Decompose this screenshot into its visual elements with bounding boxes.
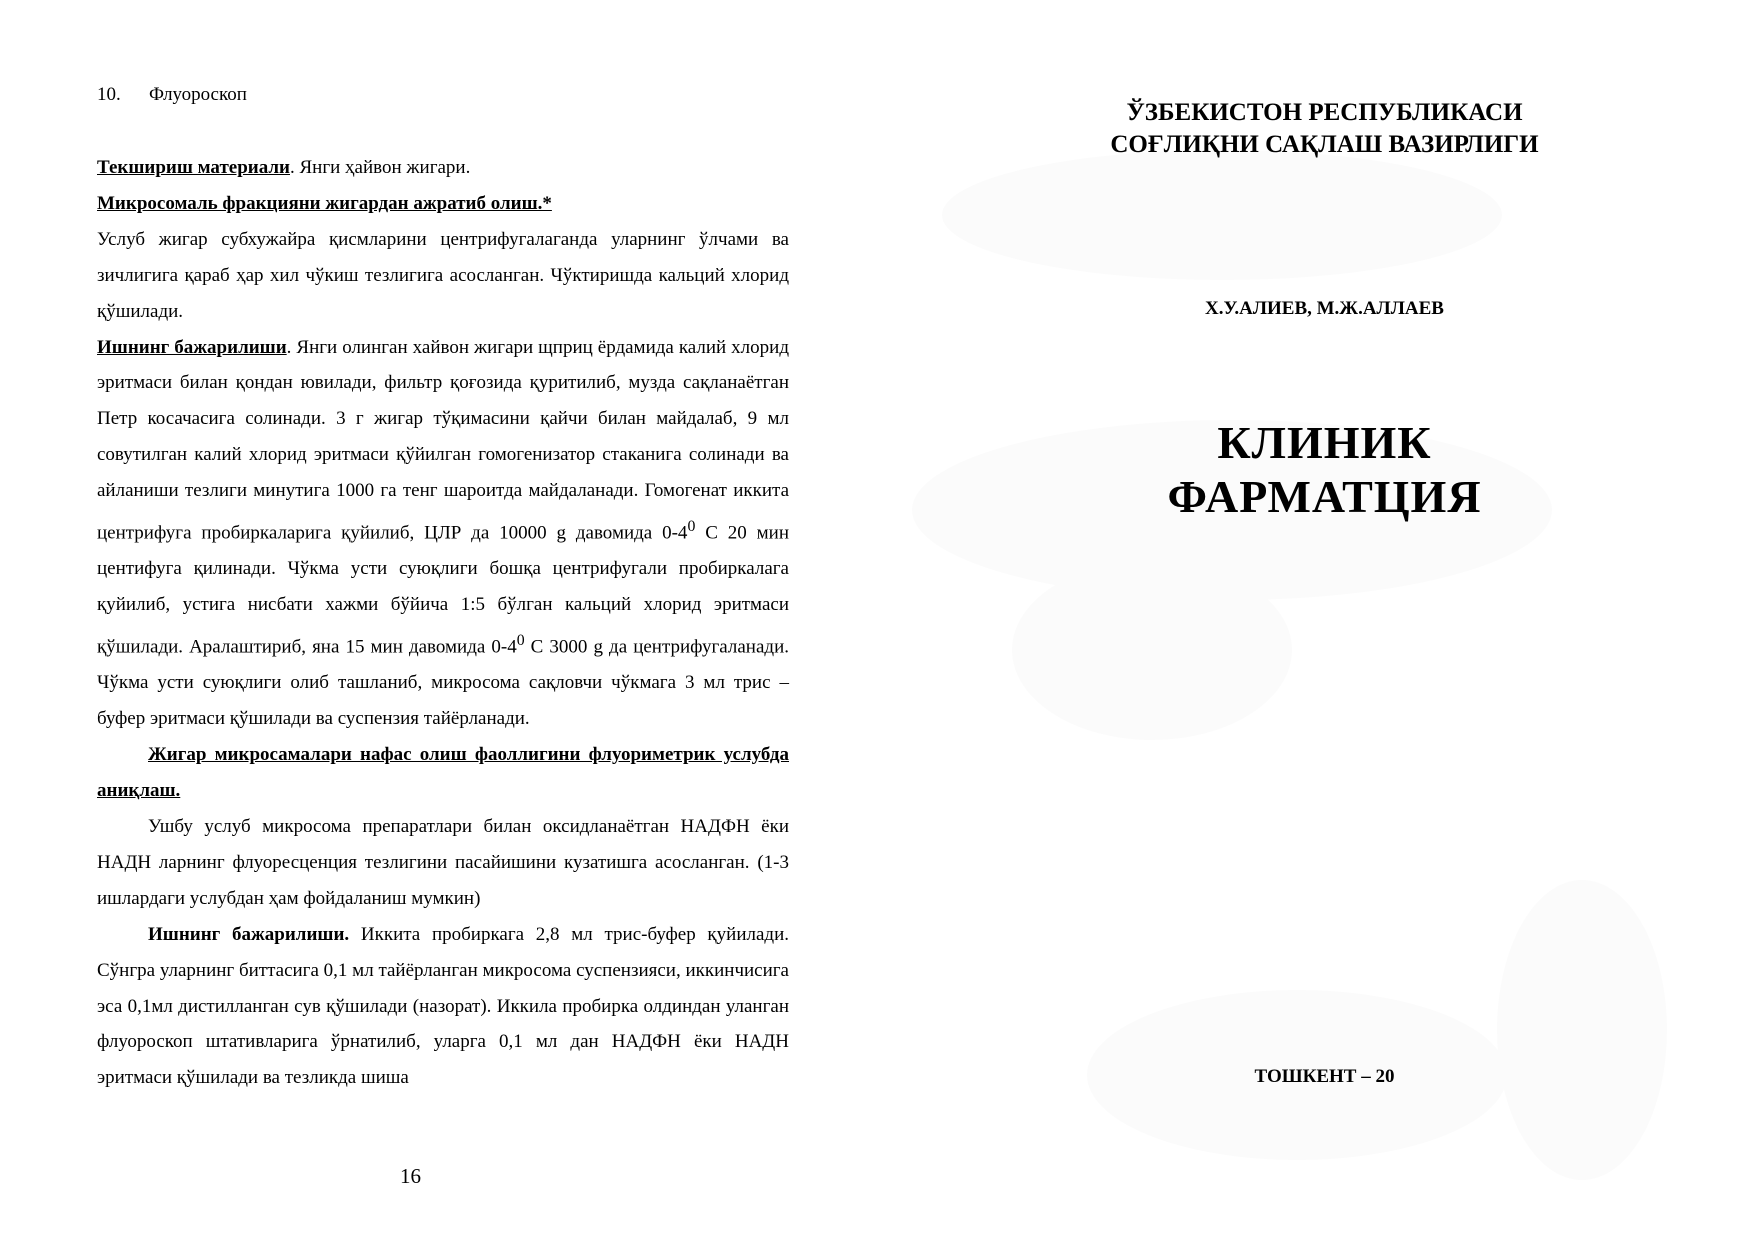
paragraph-material: Текшириш материали. Янги ҳайвон жигари. [97,157,471,178]
background-blob [942,150,1502,280]
heading-procedure-2: Ишнинг бажарилиши. [148,923,350,945]
list-item-number: 10. [97,84,121,105]
paragraph-microsomal [97,186,789,222]
paragraph-fluorimetric-heading [97,737,789,809]
ministry-line-2: СОҒЛИҚНИ САҚЛАШ ВАЗИРЛИГИ [1110,131,1539,158]
right-page [877,0,1754,1240]
book-title-line-1: КЛИНИК [1217,417,1432,468]
list-item [97,84,247,106]
heading-microsomal: Микросомаль фракцияни жигардан ажратиб олиш.* [97,192,552,214]
paragraph-procedure: Ишнинг бажарилиши. Янги олинган хайвон жигари щприц ёрдамида калий хлорид эритмаси билан қондан ювилади, фильтр қоғозида қуритилиб, музда сақланаётган Петр косачасига солинади. 3 г жигар тўқимасини қайчи билан майдалаб, 9 мл совутилган калий хлорид эритмаси қўйилган гомогенизатор стаканига солинади ва айланиши тезлиги минутига 1000 га тенг шароитда майдаланади. Гомогенат иккита центрифуга пробиркаларига қуйилиб, ЦЛР да 10000 g давомида $0-4^0$ С 20 мин центифуга қилинади. Чўкма усти суюқлиги бошқа центрифугали пробиркалага қуйилиб, устига нисбати хажми бўйича 1:5 бўлган кальций хлорид эритмаси қўшилади. Аралаштириб, яна 15 мин давомида $0-4^0$ С 3000 g да центрифугаланади. Чўкма усти суюқлиги олиб ташланиб, микросома сақловчи чўкмага 3 мл трис –буфер эритмаси қўшилади ва суспензия тайёрланади. [97,336,789,730]
ministry-line-1: ЎЗБЕКИСТОН РЕСПУБЛИКАСИ [1126,99,1523,126]
heading-procedure: Ишнинг бажарилиши [97,336,287,358]
book-title [877,416,1754,524]
background-blob [1012,560,1292,740]
book-title-line-2: ФАРМАТЦИЯ [1167,471,1482,522]
paragraph-procedure-2: Ишнинг бажарилиши. Иккита пробиркага 2,8 мл трис-буфер қуйилади. Сўнгра уларнинг биттасига 0,1 мл тайёрланган микросома суспензияси, иккинчисига эса 0,1мл дистилланган сув қўшилади (назорат). Иккила пробирка олдиндан уланган флуороскоп штативларига ўрнатилиб, уларга 0,1 мл дан НАДФН ёки НАДН эритмаси қўшилади ва тезликда шиша [97,923,789,1089]
paragraph-method: Услуб жигар субхужайра қисмларини центрифугалаганда уларнинг ўлчами ва зичлигига қараб ҳар хил чўкиш тезлигига асосланган. Чўктиришда кальций хлорид қўшилади. [97,228,789,322]
background-blob [1497,880,1667,1180]
heading-fluorimetric: Жигар микросамалари нафас олиш фаоллигини флуориметрик услубда аниқлаш. [97,744,789,802]
authors: Х.У.АЛИЕВ, М.Ж.АЛЛАЕВ [1205,298,1444,319]
list-item-text: Флуороскоп [149,84,247,105]
ministry-heading [877,97,1754,161]
city-year: ТОШКЕНТ – 20 [1254,1066,1395,1087]
page-number: 16 [400,1164,421,1188]
heading-material: Текшириш материали [97,157,290,178]
body-text [97,150,789,1096]
paragraph-fluorimetric: Ушбу услуб микросома препаратлари билан оксидланаётган НАДФН ёки НАДН ларнинг флуоресценция тезлигини пасайишини кузатишга асосланган. (1-3 ишлардаги услубдан ҳам фойдаланиш мумкин) [97,815,789,909]
